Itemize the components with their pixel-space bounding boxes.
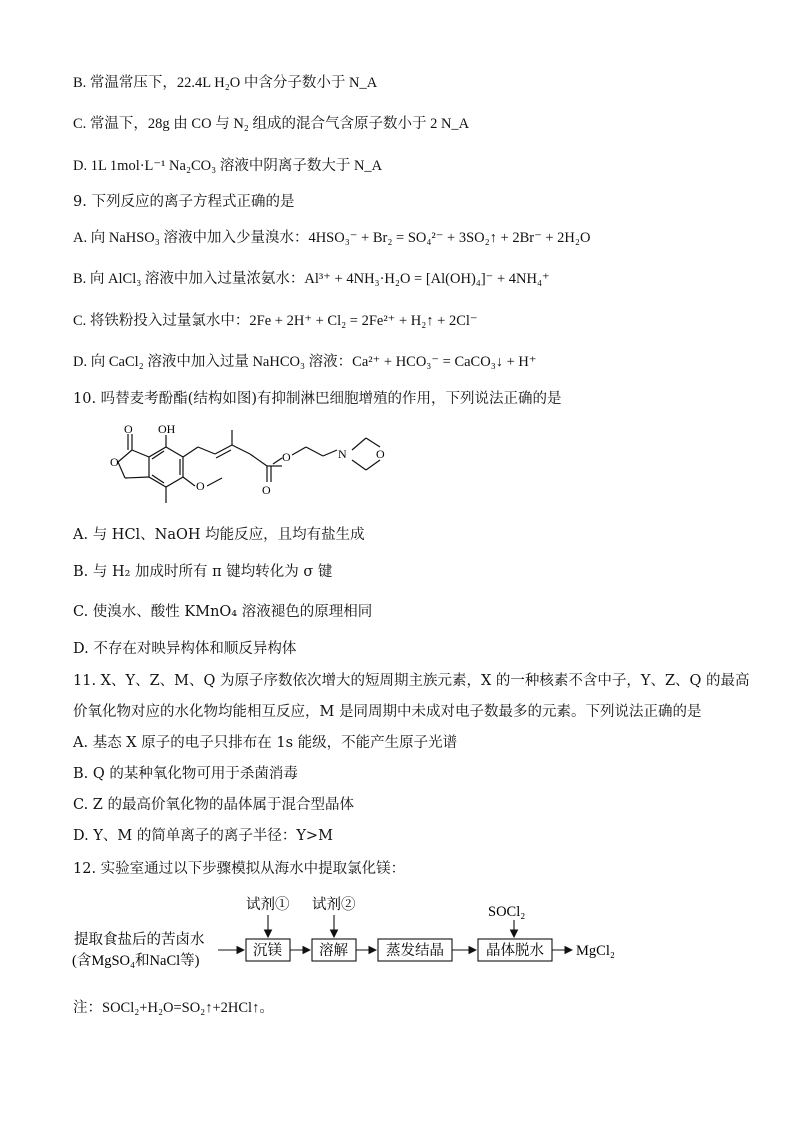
q10-stem: 10. 吗替麦考酚酯(结构如图)有抑制淋巴细胞增殖的作用，下列说法正确的是 (73, 391, 562, 407)
q8-option-b: B. 常温常压下，22.4L H₂O 中含分子数小于 N_A (73, 75, 378, 91)
q8-option-d: D. 1L 1mol·L⁻¹ Na₂CO₃ 溶液中阴离子数大于 N_A (73, 158, 383, 174)
flow-product: MgCl₂ (576, 943, 615, 959)
q9-option-d: D. 向 CaCl₂ 溶液中加入过量 NaHCO₃ 溶液：Ca²⁺ + HCO₃⁻ = CaCO₃↓ + H⁺ (73, 354, 537, 370)
q11-option-b: B. Q 的某种氧化物可用于杀菌消毒 (73, 766, 298, 782)
q10-option-d: D. 不存在对映异构体和顺反异构体 (73, 641, 297, 657)
q11-option-c: C. Z 的最高价氧化物的晶体属于混合型晶体 (73, 797, 354, 813)
flow-step1: 沉镁 (253, 943, 282, 959)
q10-option-b: B. 与 H₂ 加成时所有 π 键均转化为 σ 键 (73, 564, 333, 580)
carbonyl-o-label: O (124, 422, 133, 436)
q10-option-a: A. 与 HCl、NaOH 均能反应，且均有盐生成 (73, 527, 365, 543)
flow-reagent3: SOCl₂ (488, 904, 526, 920)
q9-option-c: C. 将铁粉投入过量氯水中：2Fe + 2H⁺ + Cl₂ = 2Fe²⁺ + H₂↑ + 2Cl⁻ (73, 313, 478, 329)
q9-stem: 9. 下列反应的离子方程式正确的是 (73, 194, 295, 210)
oh-label: OH (158, 422, 176, 436)
q12-stem: 12. 实验室通过以下步骤模拟从海水中提取氯化镁： (73, 861, 406, 877)
q12-note: 注：SOCl₂+H₂O=SO₂↑+2HCl↑。 (73, 1000, 274, 1016)
q11-option-d: D. Y、M 的简单离子的离子半径：Y>M (73, 828, 333, 844)
flow-step3: 蒸发结晶 (386, 943, 444, 959)
methoxy-o-label: O (196, 479, 205, 493)
q10-option-c: C. 使溴水、酸性 KMnO₄ 溶液褪色的原理相同 (73, 604, 373, 620)
q10-structure-diagram (70, 420, 400, 515)
flow-reagent2: 试剂② (312, 897, 356, 913)
q9-option-b: B. 向 AlCl₃ 溶液中加入过量浓氨水：Al³⁺ + 4NH₃·H₂O = [Al(OH)₄]⁻ + 4NH₄⁺ (73, 271, 550, 287)
q11-stem-line1: 11. X、Y、Z、M、Q 为原子序数依次增大的短周期主族元素，X 的一种核素不含中子，Y、Z、Q 的最高 (73, 673, 750, 689)
flow-start-line1: 提取食盐后的苦卤水 (74, 932, 205, 948)
q9-option-a: A. 向 NaHSO₃ 溶液中加入少量溴水：4HSO₃⁻ + Br₂ = SO₄²⁻ + 3SO₂↑ + 2Br⁻ + 2H₂O (73, 230, 591, 246)
q11-option-a: A. 基态 X 原子的电子只排布在 1s 能级，不能产生原子光谱 (73, 735, 458, 751)
ester-o-label: O (282, 450, 291, 464)
q12-flow-diagram (70, 893, 630, 983)
q11-stem-line2: 价氧化物对应的水化物均能相互反应，M 是同周期中未成对电子数最多的元素。下列说法正确的是 (73, 704, 702, 720)
n-label: N (338, 447, 347, 461)
flow-step4: 晶体脱水 (486, 943, 544, 959)
morpholine-o-label: O (376, 447, 385, 461)
flow-step2: 溶解 (319, 943, 348, 959)
ring-o-label: O (110, 455, 119, 469)
ester-carbonyl-o-label: O (262, 483, 271, 497)
q8-option-c: C. 常温下，28g 由 CO 与 N₂ 组成的混合气含原子数小于 2 N_A (73, 116, 470, 132)
flow-start-line2: (含MgSO₄和NaCl等) (72, 953, 200, 969)
flow-reagent1: 试剂① (246, 897, 290, 913)
